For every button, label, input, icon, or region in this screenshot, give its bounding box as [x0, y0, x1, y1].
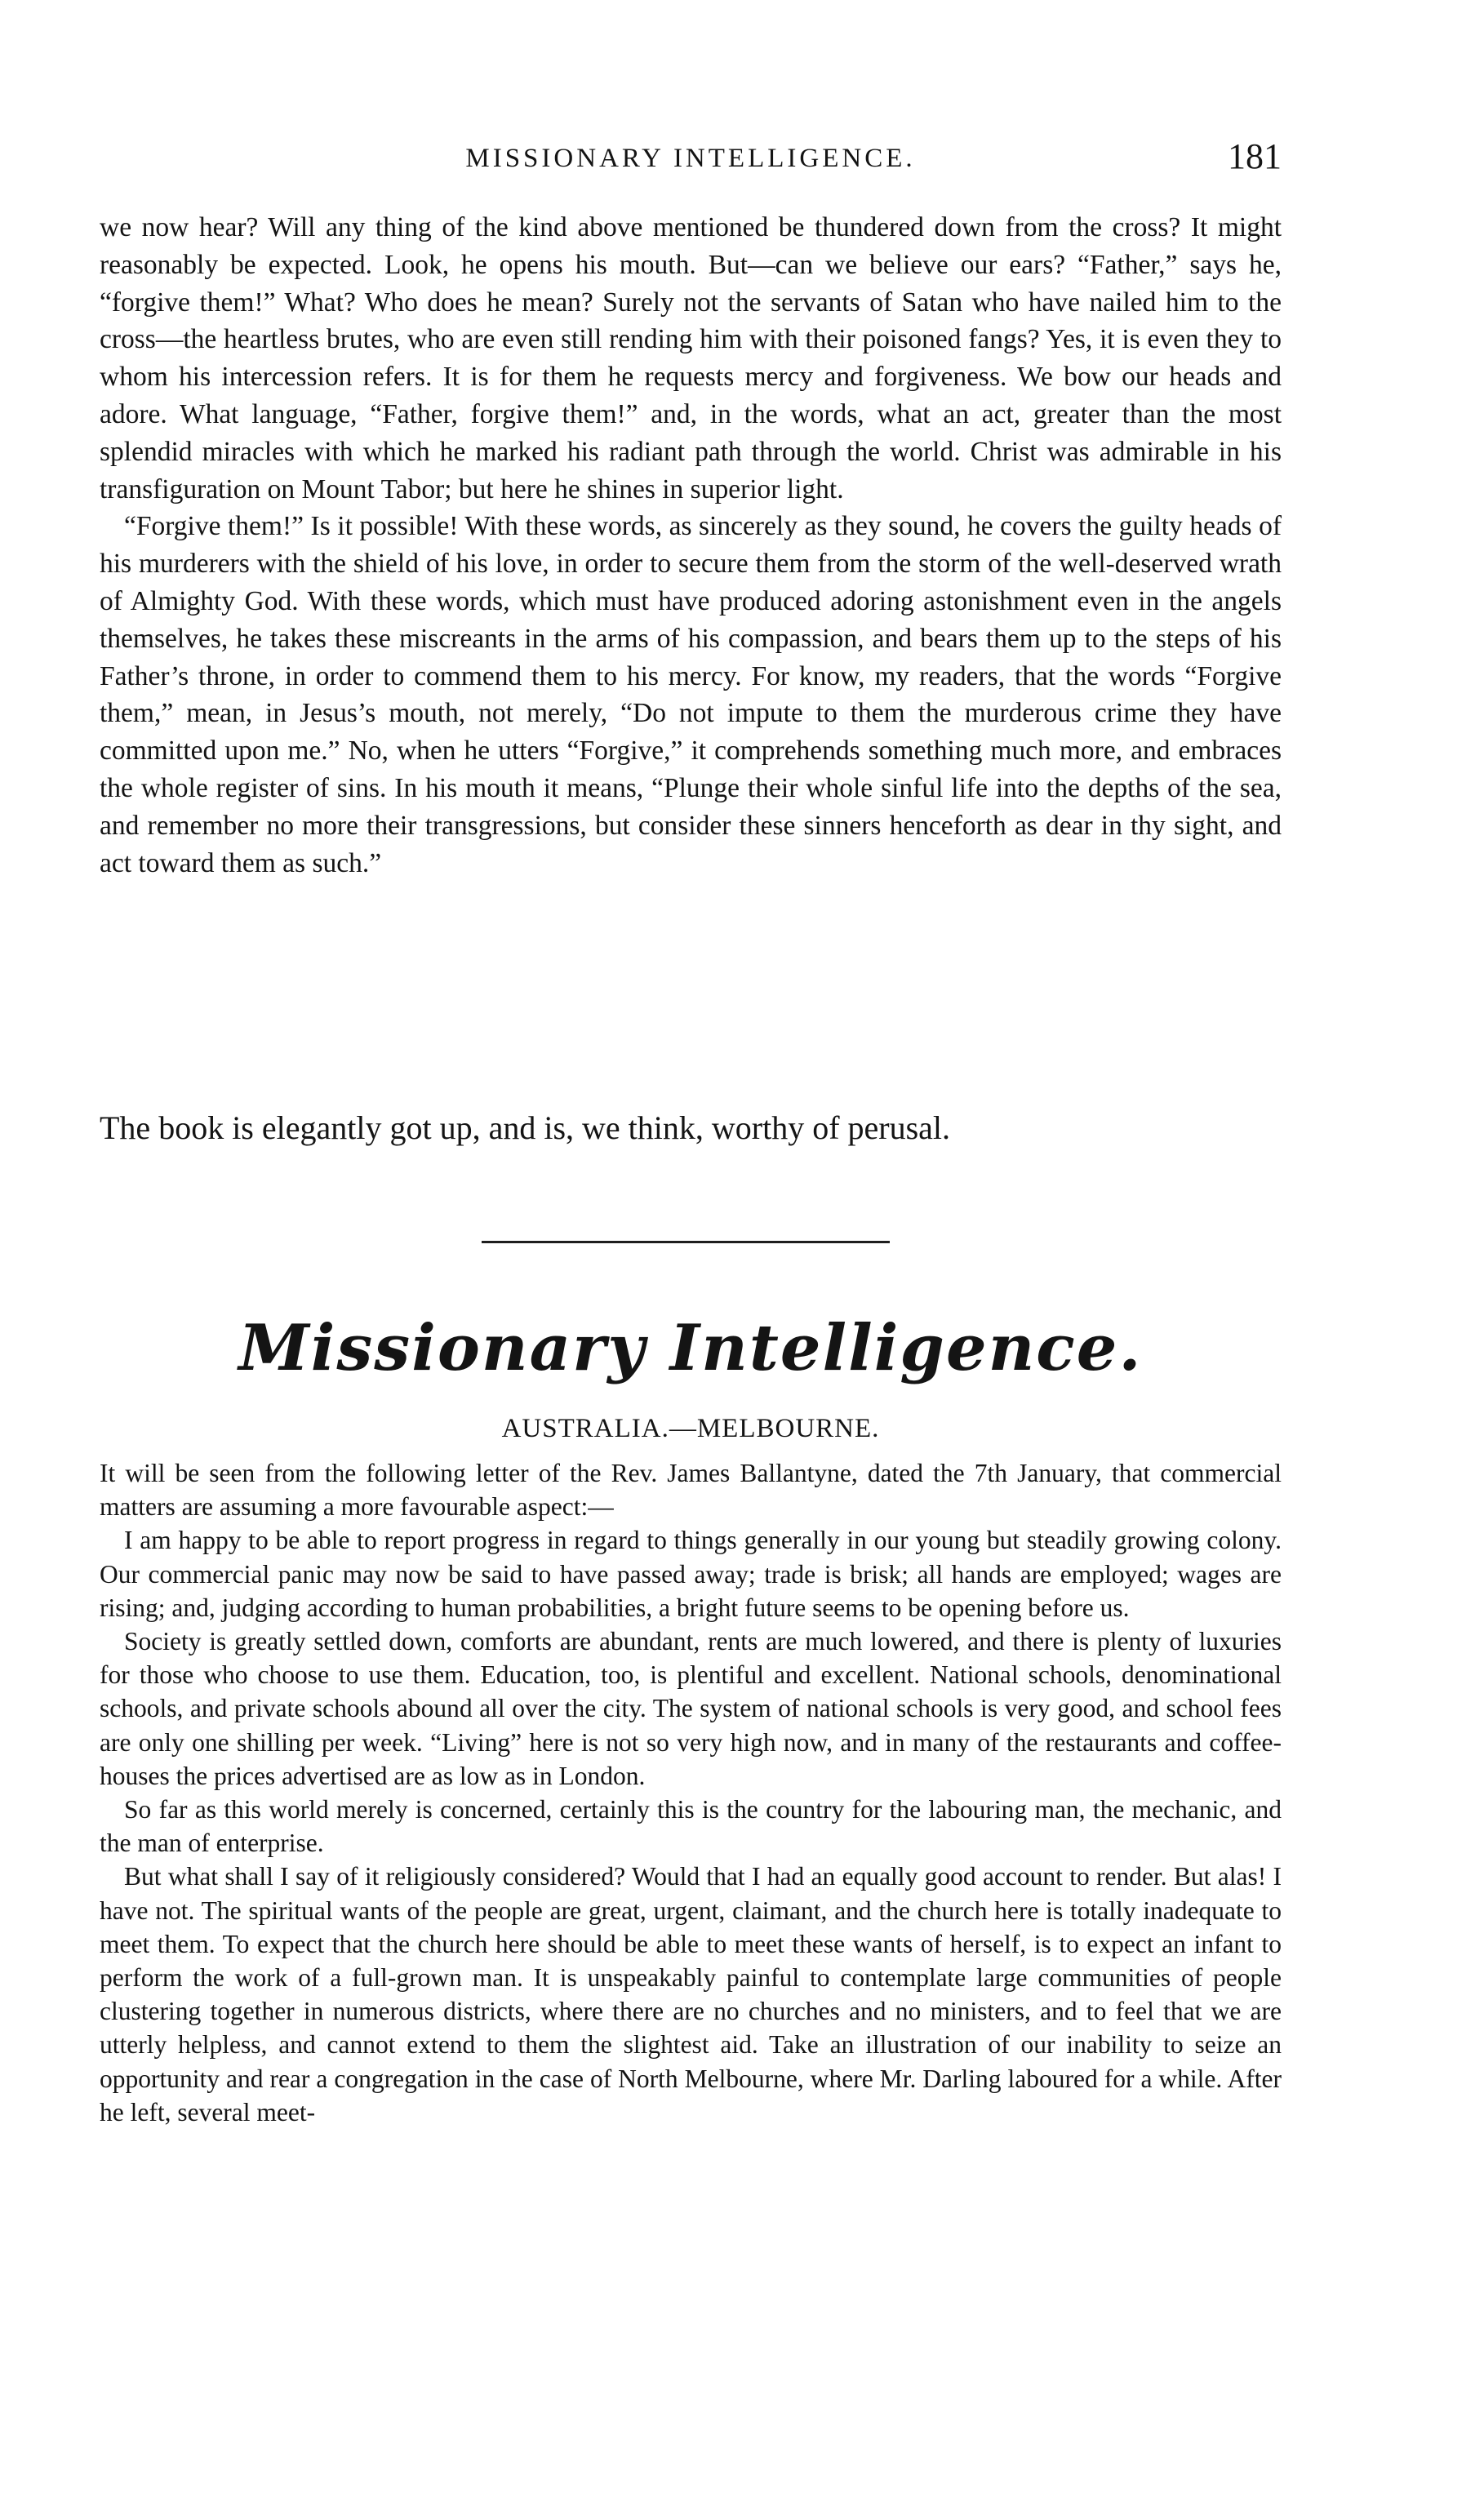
section-title: Missionary Intelligence.: [238, 1311, 1143, 1385]
review-closing-note: The book is elegantly got up, and is, we think, worthy of perusal.: [100, 1109, 951, 1146]
running-head: MISSIONARY INTELLIGENCE.: [465, 144, 916, 173]
quoted-extract: [100, 209, 1282, 882]
quote-paragraph: we now hear? Will any thing of the kind above mentioned be thundered down from the cross? It might reasonably be expected. Look, he opens his mouth. But—can we believe our ears? “Father,” says he, “forgive them!” What? Who does he mean? Surely not the servants of Satan who have nailed him to the cross—the heartless brutes, who are even still rending him with their poisoned fangs? Yes, it is even they to whom his intercession refers. It is for them he requests mercy and forgiveness. We bow our heads and adore. What language, “Father, forgive them!” and, in the words, what an act, greater than the most splendid miracles with which he marked his radiant path through the world. Christ was admirable in his transfiguration on Mount Tabor; but here he shines in superior light.: [100, 212, 1282, 504]
page-number: 181: [1228, 136, 1282, 176]
letter-paragraph: Society is greatly settled down, comforts are abundant, rents are much lowered, and there is plenty of luxuries for those who choose to use them. Education, too, is plentiful and excellent. National schools, denominational schools, and private schools abound all over the city. The system of national schools is very good, and school fees are only one shilling per week. “Living” here is not so very high now, and in many of the restaurants and coffee-houses the prices advertised are as low as in London.: [100, 1627, 1282, 1790]
section-divider: [482, 1241, 890, 1243]
page-header: [100, 136, 1282, 184]
letter-paragraph: But what shall I say of it religiously considered? Would that I had an equally good account to render. But alas! I have not. The spiritual wants of the people are great, urgent, claimant, and the church here is totally inadequate to meet them. To expect that the church here should be able to meet these wants of herself, is to expect an infant to perform the work of a full-grown man. It is unspeakably painful to contemplate large communities of people clustering together in numerous districts, where there are no churches and no ministers, and to feel that we are utterly helpless, and cannot extend to them the slightest aid. Take an illustration of our inability to seize an opportunity and rear a congregation in the case of North Melbourne, where Mr. Darling laboured for a while. After he left, several meet-: [100, 1862, 1282, 2127]
letter-paragraph: It will be seen from the following letter of the Rev. James Ballantyne, dated the 7th January, that commercial matters are assuming a more favourable aspect:—: [100, 1459, 1282, 1522]
section-subheading: AUSTRALIA.—MELBOURNE.: [501, 1414, 880, 1443]
letter-body: [100, 1456, 1282, 2129]
letter-paragraph: So far as this world merely is concerned, certainly this is the country for the labouring man, the mechanic, and the man of enterprise.: [100, 1795, 1282, 1858]
letter-paragraph: I am happy to be able to report progress in regard to things generally in our young but steadily growing colony. Our commercial panic may now be said to have passed away; trade is brisk; all hands are employed; wages are rising; and, judging according to human probabilities, a bright future seems to be opening before us.: [100, 1526, 1282, 1622]
quote-paragraph: “Forgive them!” Is it possible! With these words, as sincerely as they sound, he covers the guilty heads of his murderers with the shield of his love, in order to secure them from the storm of the well-deserved wrath of Almighty God. With these words, which must have produced adoring astonishment even in the angels themselves, he takes these miscreants in the arms of his compassion, and bears them up to the steps of his Father’s throne, in order to commend them to his mercy. For know, my readers, that the words “Forgive them,” mean, in Jesus’s mouth, not merely, “Do not impute to them the murderous crime they have committed upon me.” No, when he utters “Forgive,” it comprehends something much more, and embraces the whole register of sins. In his mouth it means, “Plunge their whole sinful life into the depths of the sea, and remember no more their transgressions, but consider these sinners henceforth as dear in thy sight, and act toward them as such.”: [100, 511, 1282, 878]
